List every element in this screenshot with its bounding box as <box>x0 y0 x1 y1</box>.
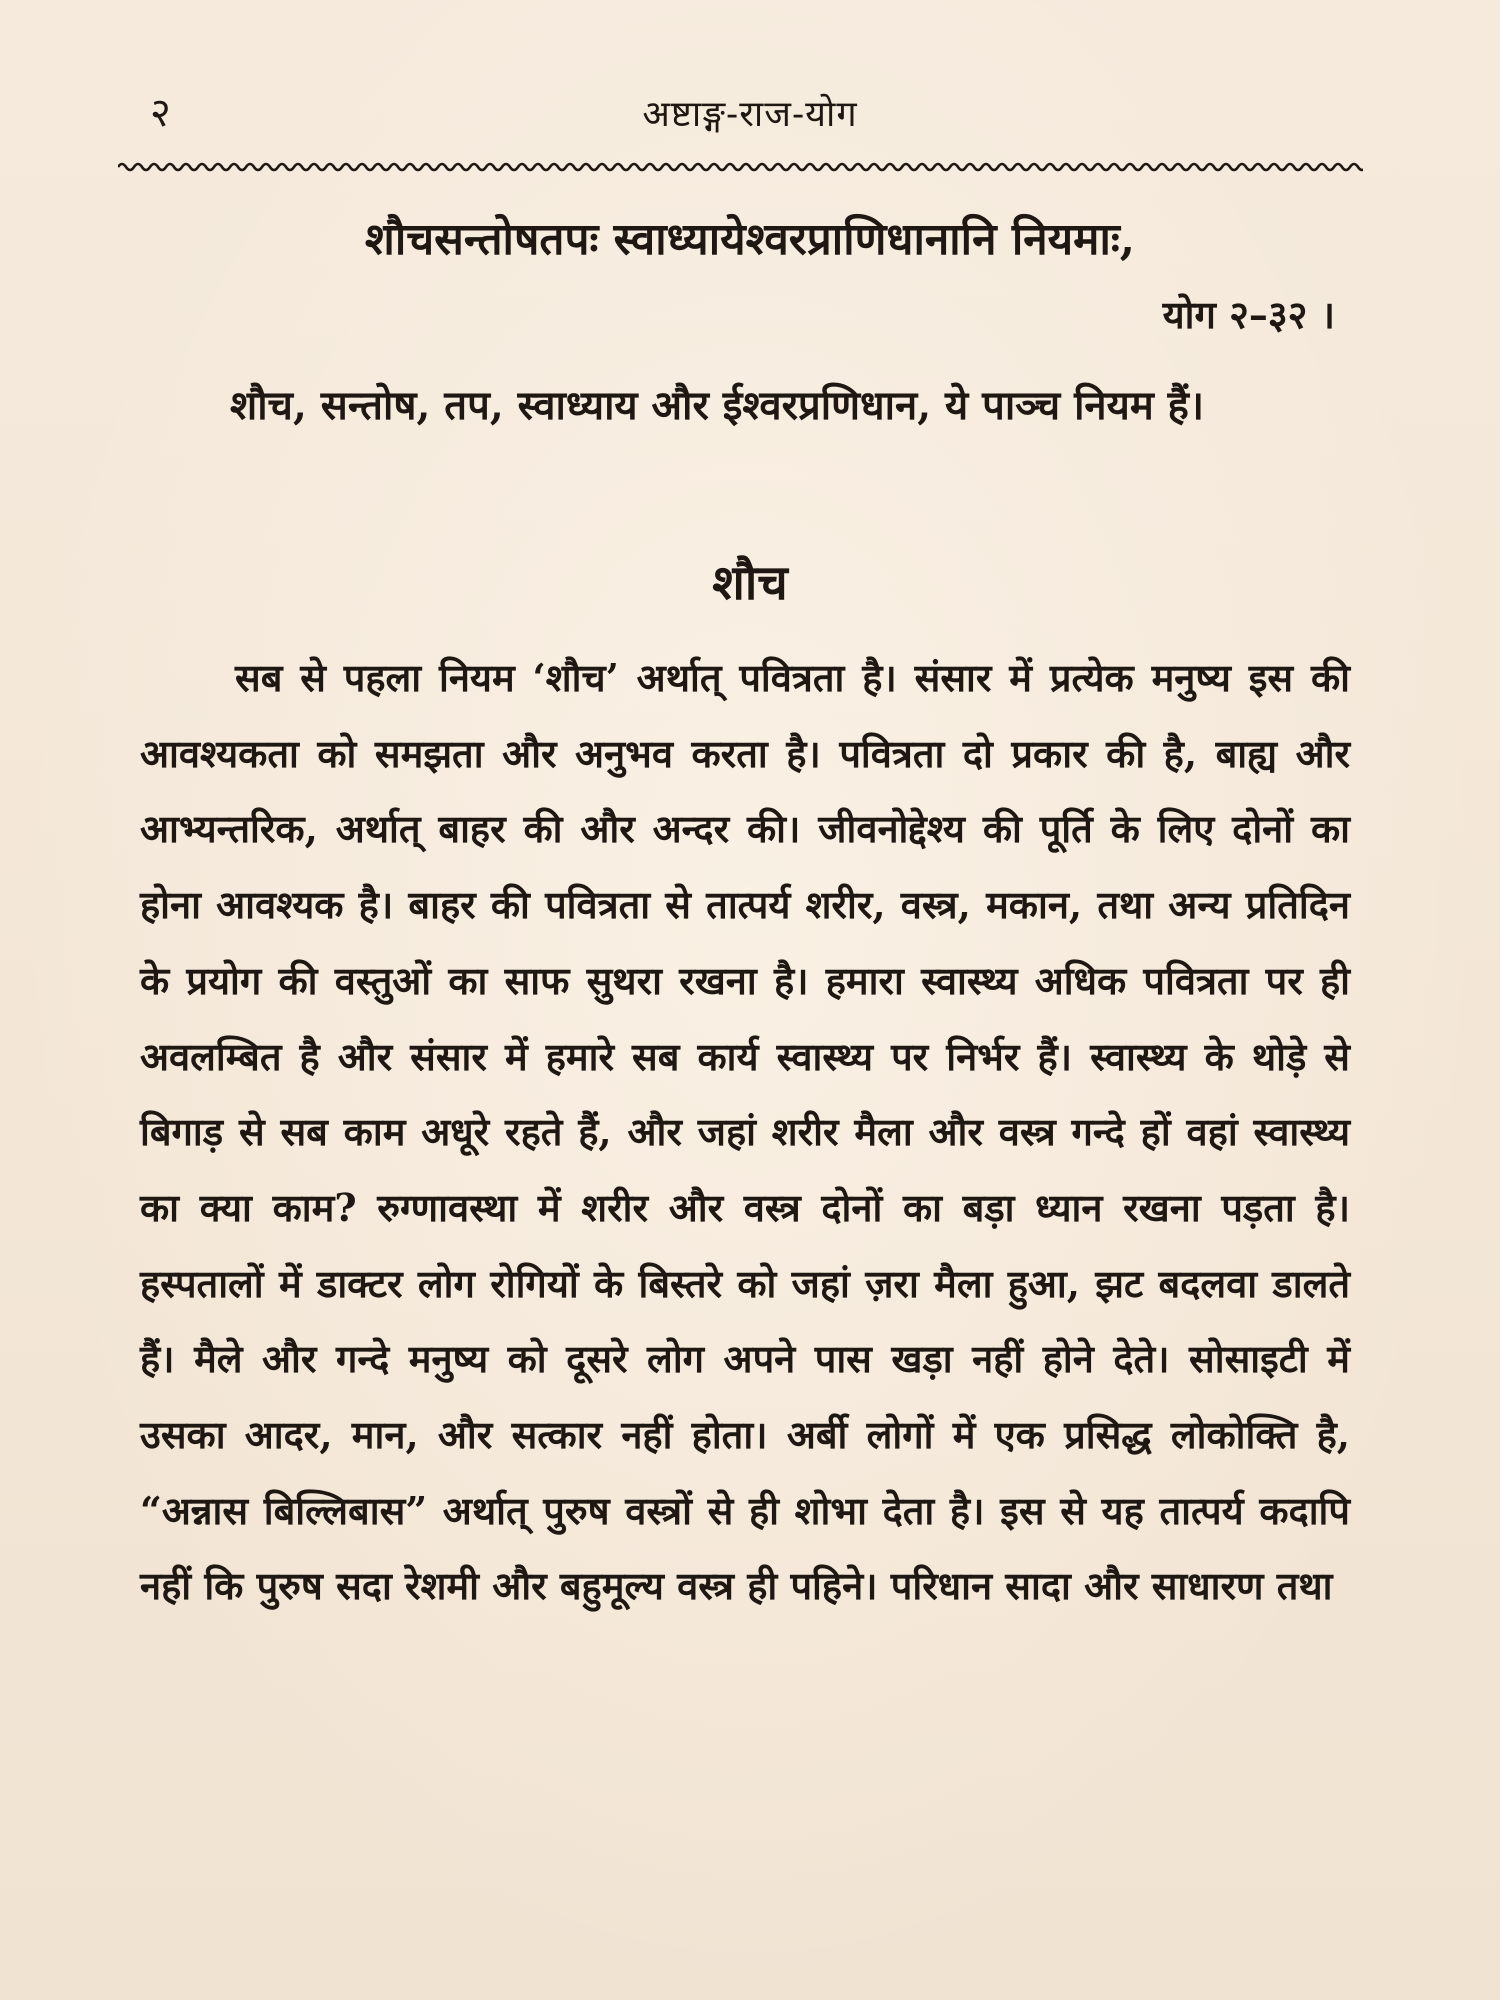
sutra-verse: शौचसन्तोषतपः स्वाध्यायेश्वरप्राणिधानानि नियमाः, <box>364 214 1136 265</box>
wavy-divider <box>118 155 1363 179</box>
sutra-reference: योग २–३२ । <box>1162 292 1335 337</box>
section-heading: शौच <box>712 555 788 611</box>
running-title: अष्टाङ्ग-राज-योग <box>642 94 858 135</box>
sutra-translation: शौच, सन्तोष, तप, स्वाध्याय और ईश्वरप्रणिधान, ये पाञ्च नियम हैं। <box>230 382 1205 429</box>
page-header <box>140 88 1360 148</box>
body-paragraph: सब से पहला नियम ‘शौच’ अर्थात् पवित्रता है। संसार में प्रत्येक मनुष्य इस की आवश्यकता को समझता और अनुभव करता है। पवित्रता दो प्रकार की है, बाह्य और आभ्यन्तरिक, अर्थात् बाहर की और अन्दर की। जीवनोद्देश्य की पूर्ति के लिए दोनों का होना आवश्यक है। बाहर की पवित्रता से तात्पर्य शरीर, वस्त्र, मकान, तथा अन्य प्रतिदिन के प्रयोग की वस्तुओं का साफ सुथरा रखना है। हमारा स्वास्थ्य अधिक पवित्रता पर ही अवलम्बित है और संसार में हमारे सब कार्य स्वास्थ्य पर निर्भर हैं। स्वास्थ्य के थोड़े से बिगाड़ से सब काम अधूरे रहते हैं, और जहां शरीर मैला और वस्त्र गन्दे हों वहां स्वास्थ्य का क्या काम? रुग्णावस्था में शरीर और वस्त्र दोनों का बड़ा ध्यान रखना पड़ता है। हस्पतालों में डाक्टर लोग रोगियों के बिस्तरे को जहां ज़रा मैला हुआ, झट बदलवा डालते हैं। मैले और गन्दे मनुष्य को दूसरे लोग अपने पास खड़ा नहीं होने देते। सोसाइटी में उसका आदर, मान, और सत्कार नहीं होता। अर्बी लोगों में एक प्रसिद्ध लोकोक्ति है, “अन्नास बिल्लिबास” अर्थात् पुरुष वस्त्रों से ही शोभा देता है। इस से यह तात्पर्य कदापि नहीं कि पुरुष सदा रेशमी और बहुमूल्य वस्त्र ही पहिने। परिधान सादा और साधारण तथा <box>140 655 1350 1609</box>
page-number: २ <box>150 90 171 136</box>
